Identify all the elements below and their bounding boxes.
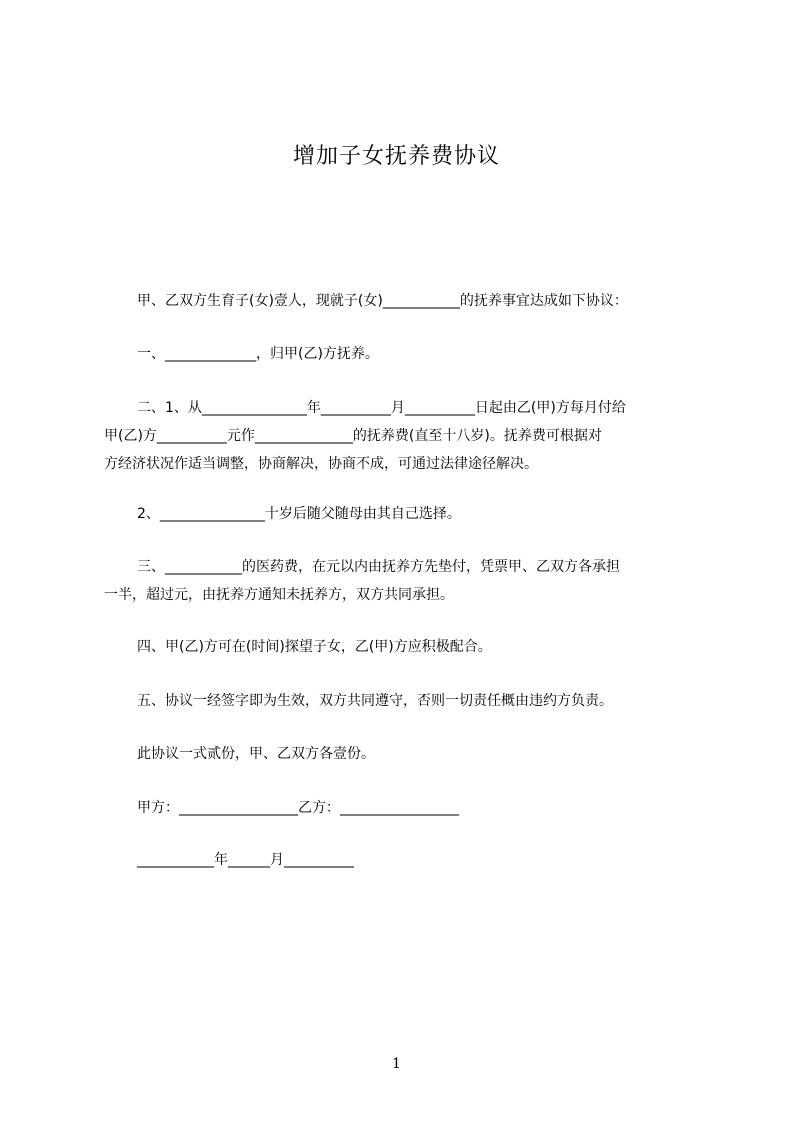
clause-2-2-text: 2、_______________十岁后随父随母由其自己选择。 (137, 506, 461, 522)
clause-3-paragraph (104, 553, 704, 609)
page-number: 1 (392, 1056, 401, 1072)
copies-paragraph (104, 740, 704, 768)
date-paragraph (104, 846, 704, 874)
clause-2-paragraph (104, 394, 704, 478)
document-title: 增加子女抚养费协议 (292, 144, 500, 169)
clause-2-line-1: 二、1、从_______________年__________月__________日起由乙(甲)方每月付给 (137, 400, 626, 416)
clause-4-text: 四、甲(乙)方可在(时间)探望子女，乙(甲)方应积极配合。 (137, 639, 492, 655)
clause-1-text: 一、_____________，归甲(乙)方抚养。 (137, 346, 379, 362)
clause-3-line-2: 一半，超过元，由抚养方通知未抚养方，双方共同承担。 (104, 587, 454, 603)
clause-5-text: 五、协议一经签字即为生效，双方共同遵守，否则一切责任概由违约方负责。 (137, 693, 613, 709)
clause-2-line-2: 甲(乙)方__________元作______________的抚养费(直至十八岁)。抚养费可根据对 (104, 428, 602, 444)
clause-3-line-1: 三、___________的医药费，在元以内由抚养方先垫付，凭票甲、乙双方各承担 (137, 559, 620, 575)
date-line: ___________年______月__________ (137, 852, 354, 868)
copies-text: 此协议一式贰份，甲、乙双方各壹份。 (137, 746, 375, 762)
clause-5-paragraph (104, 687, 704, 715)
clause-4-paragraph (104, 633, 704, 661)
intro-paragraph (104, 287, 704, 315)
clause-1-paragraph (104, 340, 704, 368)
clause-2-2-paragraph (104, 500, 704, 528)
signature-paragraph (104, 794, 704, 822)
clause-2-line-3: 方经济状况作适当调整，协商解决，协商不成，可通过法律途径解决。 (104, 456, 538, 472)
signature-line: 甲方：_________________乙方：_________________ (137, 800, 459, 816)
intro-text: 甲、乙双方生育子(女)壹人，现就子(女)___________的抚养事宜达成如下协议： (137, 293, 628, 309)
